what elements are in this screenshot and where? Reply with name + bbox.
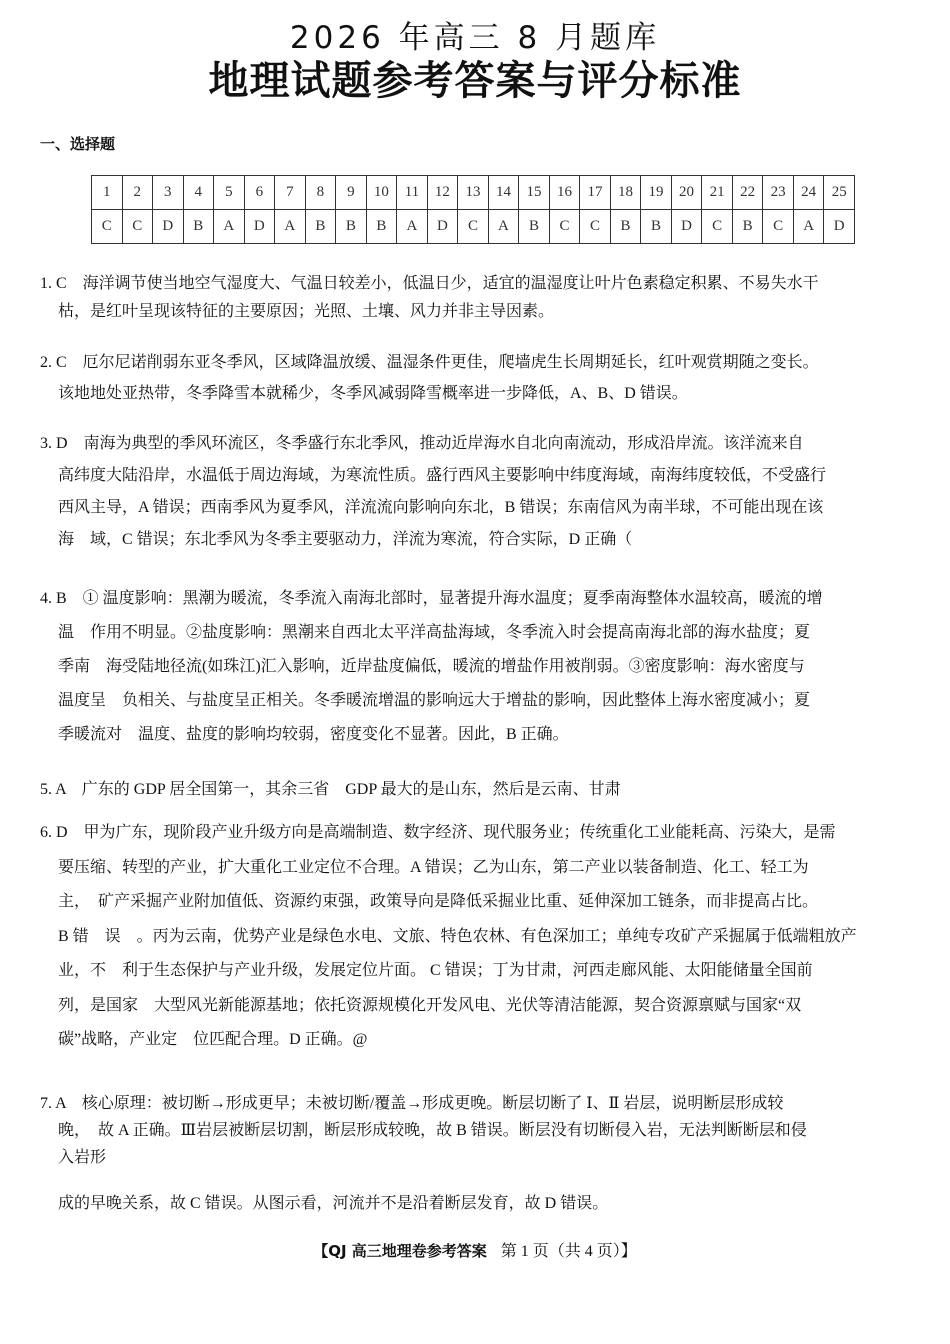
page-number: 第 1 页（共 4 页）】 (500, 1243, 637, 1260)
answer-cell: B (519, 210, 550, 244)
explanation-line: 2. C 厄尔尼诺削弱东亚冬季风，区域降温放缓、温湿条件更佳，爬墙虎生长周期延长，红叶观赏期随之变长。 (40, 354, 819, 371)
explanation-line: 该地地处亚热带，冬季降雪本就稀少，冬季风减弱降雪概率进一步降低，A、B、D 错误。 (58, 385, 688, 402)
answer-cell: D (427, 210, 458, 244)
answer-cell: B (183, 210, 214, 244)
answer-cell: A (214, 210, 245, 244)
question-number-cell: 20 (671, 176, 702, 210)
answer-cell: C (458, 210, 489, 244)
explanation-line: 温 作用不明显。②盐度影响：黑潮来自西北太平洋高盐海域，冬季流入时会提高南海北部的海水盐度；夏 (58, 624, 811, 641)
question-number-cell: 18 (610, 176, 641, 210)
question-number-cell: 15 (519, 176, 550, 210)
question-number-cell: 22 (732, 176, 763, 210)
answer-cell: B (305, 210, 336, 244)
answer-cell: D (244, 210, 275, 244)
answer-cell: C (122, 210, 153, 244)
answer-cell: B (641, 210, 672, 244)
footer-label: 【QJ 高三地理卷参考答案 (313, 1242, 487, 1260)
question-number-cell: 25 (824, 176, 855, 210)
explanation-line: 7. A 核心原理：被切断→形成更早；未被切断/覆盖→形成更晚。断层切断了 Ⅰ、Ⅱ 岩层，说明断层形成较 (40, 1095, 784, 1112)
question-number-cell: 19 (641, 176, 672, 210)
explanation-line: 碳”战略，产业定 位匹配合理。D 正确。@ (58, 1031, 368, 1048)
explanation-line: 5. A 广东的 GDP 居全国第一，其余三省 GDP 最大的是山东，然后是云南、甘肃 (40, 781, 621, 798)
explanation-6 (40, 816, 912, 1058)
answer-cell: D (824, 210, 855, 244)
answer-cell: D (671, 210, 702, 244)
explanation-line: 海 域，C 错误；东北季风为冬季主要驱动力，洋流为寒流，符合实际，D 正确（ (58, 531, 633, 548)
explanation-2 (40, 347, 912, 409)
question-number-cell: 5 (214, 176, 245, 210)
answer-row (92, 210, 855, 244)
question-number-cell: 12 (427, 176, 458, 210)
answer-cell: C (580, 210, 611, 244)
explanation-5 (40, 776, 912, 804)
question-number-cell: 23 (763, 176, 794, 210)
explanation-line: 成的早晚关系，故 C 错误。从图示看，河流并不是沿着断层发育，故 D 错误。 (58, 1195, 609, 1212)
explanation-line: B 错 误 。丙为云南，优势产业是绿色水电、文旅、特色农林、有色深加工；单纯专攻矿产采掘属于低端粗放产 (58, 927, 857, 945)
question-number-cell: 13 (458, 176, 489, 210)
explanation-3 (40, 428, 912, 556)
explanation-line: 温度呈 负相关、与盐度呈正相关。冬季暖流增温的影响远大于增盐的影响，因此整体上海水密度减小；夏 (58, 692, 811, 709)
question-number-cell: 16 (549, 176, 580, 210)
question-number-cell: 7 (275, 176, 306, 210)
question-number-cell: 10 (366, 176, 397, 210)
explanation-line: 季暖流对 温度、盐度的影响均较弱，密度变化不显著。因此，B 正确。 (58, 726, 569, 743)
question-number-cell: 9 (336, 176, 367, 210)
explanation-line: 要压缩、转型的产业，扩大重化工业定位不合理。A 错误；乙为山东，第二产业以装备制造、化工、轻工为 (58, 858, 809, 876)
explanation-line: 业，不 利于生态保护与产业升级，发展定位片面。 C 错误；丁为甘肃，河西走廊风能、太阳能储量全国前 (58, 962, 813, 979)
question-number-row (92, 176, 855, 210)
explanation-line: 主， 矿产采掘产业附加值低、资源约束强，政策导向是降低采掘业比重、延伸深加工链条，而非提高占比。 (58, 893, 819, 910)
answer-cell: C (549, 210, 580, 244)
explanation-4 (40, 582, 912, 752)
explanation-1 (40, 270, 912, 326)
answer-cell: A (793, 210, 824, 244)
answer-cell: B (366, 210, 397, 244)
answer-table (91, 175, 855, 244)
explanation-line: 枯，是红叶呈现该特征的主要原因；光照、土壤、风力并非主导因素。 (58, 303, 555, 320)
explanation-line: 季南 海受陆地径流(如珠江)汇入影响，近岸盐度偏低，暖流的增盐作用被削弱。③密度影响：海水密度与 (58, 658, 805, 675)
page-footer (0, 1238, 950, 1261)
question-number-cell: 24 (793, 176, 824, 210)
answer-cell: A (275, 210, 306, 244)
question-number-cell: 11 (397, 176, 428, 210)
explanation-line: 列，是国家 大型风光新能源基地；依托资源规模化开发风电、光伏等清洁能源，契合资源禀赋与国家“双 (58, 996, 802, 1014)
question-number-cell: 21 (702, 176, 733, 210)
explanation-line: 1. C 海洋调节使当地空气湿度大、气温日较差小，低温日少，适宜的温湿度让叶片色素稳定积累、不易失水干 (40, 275, 819, 292)
explanation-line: 晚， 故 A 正确。Ⅲ岩层被断层切割，断层形成较晚，故 B 错误。断层没有切断侵入岩，无法判断断层和侵 (58, 1122, 807, 1139)
question-number-cell: 8 (305, 176, 336, 210)
explanation-line: 入岩形 (58, 1149, 107, 1166)
answer-cell: B (336, 210, 367, 244)
question-number-cell: 3 (153, 176, 184, 210)
question-number-cell: 14 (488, 176, 519, 210)
question-number-cell: 17 (580, 176, 611, 210)
section-heading: 一、选择题 (40, 135, 116, 153)
explanation-line: 4. B ① 温度影响：黑潮为暖流，冬季流入南海北部时，显著提升海水温度；夏季南海整体水温较高，暖流的增 (40, 590, 823, 607)
exam-title: 2026 年高三 8 月题库 (289, 20, 661, 56)
answer-cell: A (397, 210, 428, 244)
answer-cell: D (153, 210, 184, 244)
question-number-cell: 6 (244, 176, 275, 210)
answer-cell: A (488, 210, 519, 244)
explanation-line: 西风主导，A 错误；西南季风为夏季风，洋流流向影响向东北，B 错误；东南信风为南半球，不可能出现在该 (58, 499, 824, 516)
explanation-line: 3. D 南海为典型的季风环流区，冬季盛行东北季风，推动近岸海水自北向南流动，形成沿岸流。该洋流来自 (40, 435, 804, 452)
explanation-line: 6. D 甲为广东，现阶段产业升级方向是高端制造、数字经济、现代服务业；传统重化工业能耗高、污染大，是需 (40, 824, 836, 841)
answer-cell: C (702, 210, 733, 244)
document-title: 地理试题参考答案与评分标准 (208, 58, 742, 104)
answer-cell: B (732, 210, 763, 244)
explanation-7 (40, 1090, 912, 1217)
question-number-cell: 2 (122, 176, 153, 210)
answer-cell: C (763, 210, 794, 244)
answer-cell: B (610, 210, 641, 244)
answer-cell: C (92, 210, 123, 244)
question-number-cell: 4 (183, 176, 214, 210)
question-number-cell: 1 (92, 176, 123, 210)
explanation-line: 高纬度大陆沿岸，水温低于周边海域，为寒流性质。盛行西风主要影响中纬度海域，南海纬度较低，不受盛行 (58, 467, 827, 484)
